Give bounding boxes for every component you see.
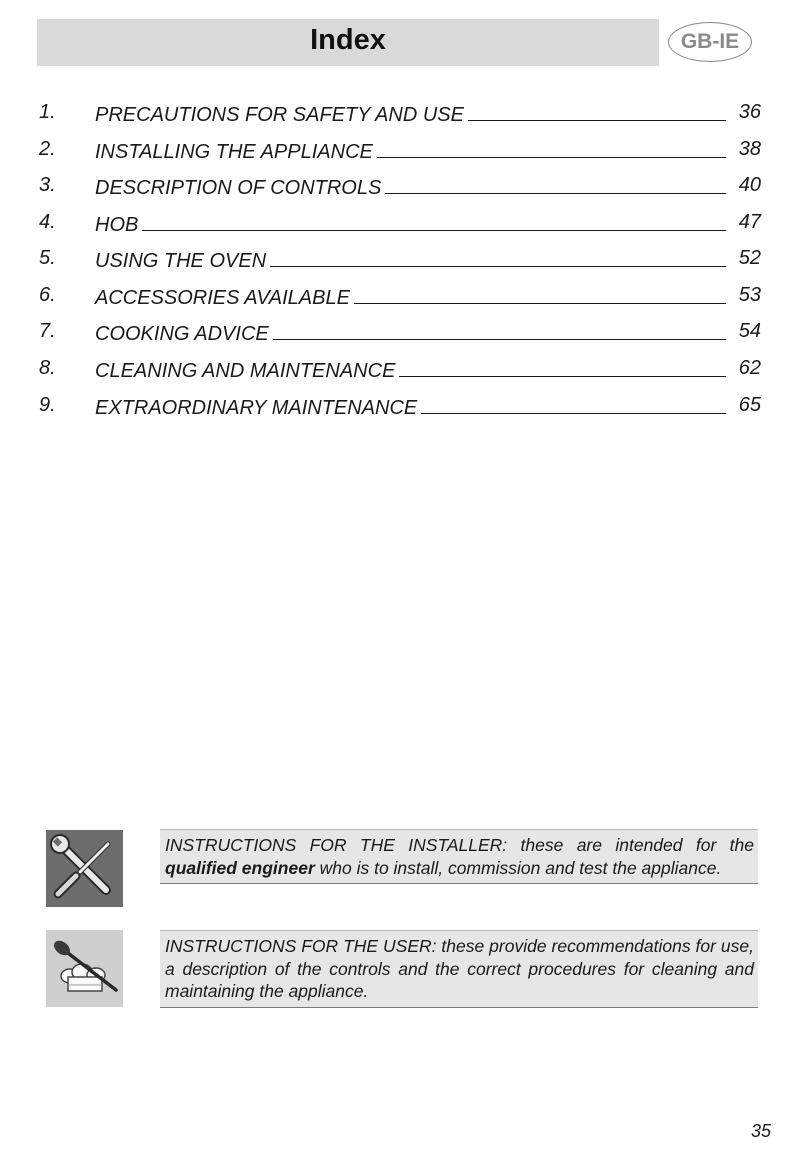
toc-entry[interactable] <box>0 134 808 164</box>
toc-entry-title: CLEANING AND MAINTENANCE <box>95 360 396 382</box>
toc-entry-page: 52 <box>738 247 761 269</box>
toc-leader-line <box>399 353 726 377</box>
language-badge: GB-IE <box>668 22 752 62</box>
toc-entry-title: DESCRIPTION OF CONTROLS <box>95 177 382 199</box>
toc-leader-line <box>385 170 726 194</box>
toc-entry[interactable] <box>0 170 808 200</box>
toc-entry-number: 3. <box>39 174 56 196</box>
toc-entry-page: 62 <box>738 357 761 379</box>
toc-entry-number: 2. <box>39 138 56 160</box>
toc-entry-number: 8. <box>39 357 56 379</box>
toc-entry-page: 54 <box>738 320 761 342</box>
toc-entry-page: 40 <box>738 174 761 196</box>
toc-entry[interactable] <box>0 97 808 127</box>
toc-entry[interactable] <box>0 353 808 383</box>
toc-entry-title: EXTRAORDINARY MAINTENANCE <box>95 397 418 419</box>
toc-entry-title: INSTALLING THE APPLIANCE <box>95 141 373 163</box>
toc-entry-number: 6. <box>39 284 56 306</box>
toc-entry-page: 47 <box>738 211 761 233</box>
toc-leader-line <box>270 243 726 267</box>
toc-entry-number: 4. <box>39 211 56 233</box>
toc-entry-number: 9. <box>39 394 56 416</box>
installer-note-bold: qualified engineer <box>165 857 315 878</box>
toc-entry-number: 5. <box>39 247 56 269</box>
toc-leader-line <box>142 207 726 231</box>
chef-hat-spoon-icon <box>46 930 123 1007</box>
toc-entry-title: USING THE OVEN <box>95 250 267 272</box>
table-of-contents <box>0 0 808 420</box>
toc-entry-title: PRECAUTIONS FOR SAFETY AND USE <box>95 104 464 126</box>
toc-entry-title: HOB <box>95 214 139 236</box>
toc-entry[interactable] <box>0 280 808 310</box>
toc-leader-line <box>273 316 726 340</box>
page-title: Index <box>310 24 386 56</box>
page-number: 35 <box>750 1121 771 1141</box>
toc-entry-number: 1. <box>39 101 56 123</box>
toc-leader-line <box>377 134 726 158</box>
toc-entry-page: 38 <box>738 138 761 160</box>
toc-leader-line <box>421 390 726 414</box>
toc-entry-page: 36 <box>738 101 761 123</box>
toc-entry-title: COOKING ADVICE <box>95 323 269 345</box>
toc-entry-number: 7. <box>39 320 56 342</box>
toc-entry[interactable] <box>0 243 808 273</box>
toc-entry[interactable] <box>0 316 808 346</box>
toc-entry[interactable] <box>0 390 808 420</box>
toc-entry-page: 65 <box>738 394 761 416</box>
toc-leader-line <box>354 280 726 304</box>
wrench-screwdriver-icon <box>46 830 123 907</box>
installer-note-tail: who is to install, commission and test the appliance. <box>314 857 722 878</box>
toc-leader-line <box>468 97 726 121</box>
installer-note <box>160 829 758 884</box>
user-note: INSTRUCTIONS FOR THE USER: these provide recommendations for use, a description of the controls and the correct procedures for cleaning and maintaining the appliance. <box>160 930 758 1008</box>
toc-entry-title: ACCESSORIES AVAILABLE <box>95 287 350 309</box>
installer-note-lead: INSTRUCTIONS FOR THE INSTALLER: these are intended for the <box>165 835 754 855</box>
toc-entry-page: 53 <box>738 284 761 306</box>
toc-entry[interactable] <box>0 207 808 237</box>
